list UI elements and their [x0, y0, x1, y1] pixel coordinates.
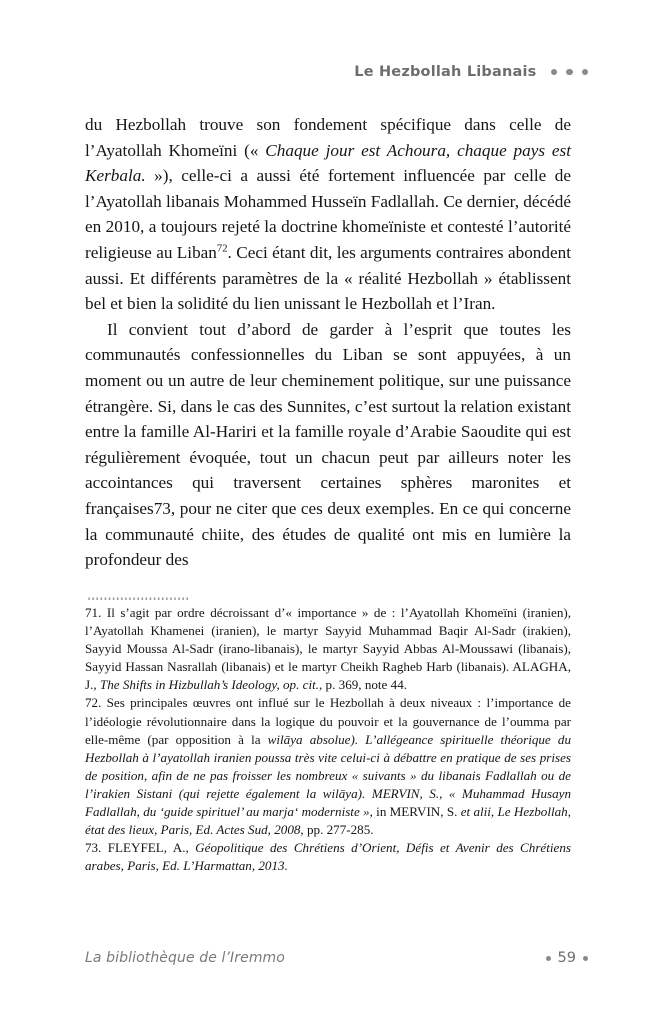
circle-icon [582, 69, 589, 76]
footnote-71-run-1: 71. Il s’agit par ordre décroissant d’« importance » de : l’Ayatollah Khomeïni (iranien), l’Ayatollah Khamenei (iranien), le martyr Sayyid Muhammad Baqir Al-Sadr (irakien), Sayyid Moussa Al-Sadr (irano-libanais), le martyr Sayyid Abbas Al-Moussawi (libanais), Sayyid Hassan Nasrallah (libanais) et le martyr Cheikh Ragheb Harb (libanais). ALAGHA, J., [85, 605, 571, 693]
paragraph-1-quote: Chaque jour est Achoura, chaque pays est Kerbala. [85, 140, 571, 186]
footnote-71-italic-1: The Shifts in Hizbullah’s Ideology, op. cit. [99, 677, 319, 693]
paragraph-1-run-3: . Ceci étant dit, les arguments contraires abondent aussi. Et différents paramètres de la « réalité Hezbollah » établissent bel et bien la solidité du lien unissant le Hezbollah et l’Iran. [85, 242, 571, 314]
footnote-72 [85, 694, 571, 839]
paragraph-1-run-1: du Hezbollah trouve son fondement spécifique dans celle de l’Ayatollah Khomeïni (« [85, 115, 571, 160]
footnote-73-run-1: 73. FLEYFEL, A., [85, 840, 196, 856]
footnote-71-run-2: , p. 369, note 44. [319, 677, 408, 693]
footnote-73-italic-1: Géopolitique des Chrétiens d’Orient, Défis et Avenir des Chrétiens arabes, Paris, Ed. L’Harmattan, 2013. [85, 840, 571, 874]
footnote-72-run-2: in MERVIN, S. [372, 804, 461, 820]
header-dot-ornament [551, 69, 589, 76]
footnote-72-italic-3: et alii, Le Hezbollah, état des lieux, Paris, Ed. Actes Sud, 2008 [85, 804, 571, 838]
body-text [85, 112, 571, 573]
footnote-72-italic-1: wilāya absolue). [267, 731, 359, 747]
footnote-reference-72: 72 [216, 243, 228, 255]
paragraph-1-run-2: »), celle-ci a aussi été fortement influencée par celle de l’Ayatollah libanais Mohammed Husseïn Fadlallah. Ce dernier, décédé en 2010, a toujours rejeté la doctrine khomeïniste et contesté l’autorité religieuse au Liban [85, 166, 571, 262]
footnote-72-run-3: , pp. 277-285. [300, 822, 374, 838]
circle-icon [583, 956, 588, 961]
circle-icon [551, 69, 558, 76]
footnotes-section [85, 592, 571, 875]
page-number: 59 [557, 950, 576, 966]
footnote-separator [87, 592, 189, 600]
footnote-72-run-1: 72. Ses principales œuvres ont influé sur le Hezbollah à deux niveaux : l’importance de l’idéologie révolutionnaire dans la logique du pouvoir et la gouvernance de l’oumma par elle-même (par opposition à la [85, 695, 571, 747]
paragraph-1 [85, 112, 571, 317]
collection-title: La bibliothèque de l’Iremmo [85, 950, 285, 966]
circle-icon [566, 69, 573, 76]
running-footer [85, 950, 588, 966]
circle-icon [546, 956, 551, 961]
footnote-73 [85, 839, 571, 875]
running-header-title: Le Hezbollah Libanais [354, 64, 537, 80]
footnote-71 [85, 604, 571, 694]
running-header [85, 64, 588, 80]
footnote-72-italic-2: L’allégeance spirituelle théorique du Hezbollah à l’ayatollah iranien poussa très vite celui-ci à débattre en pratique de ses prises de position, afin de ne pas froisser les nombreux « suivants » du libanais Fadlallah ou de l’irakien Sistani (qui rejette également la wilāya). MERVIN, S., « Muhammad Husayn Fadlallah, du ‘guide spirituel’ au marja‘ moderniste », [85, 731, 571, 820]
paragraph-2: Il convient tout d’abord de garder à l’esprit que toutes les communautés confessionnelles du Liban se sont appuyées, à un moment ou un autre de leur cheminement politique, sur une puissance étrangère. Si, dans le cas des Sunnites, c’est surtout la relation existant entre la famille Al-Hariri et la famille royale d’Arabie Saoudite qui est régulièrement évoquée, tout un chacun peut par ailleurs noter les accointances qui traversent certaines sphères maronites et françaises73, pour ne citer que ces deux exemples. En ce qui concerne la communauté chiite, des études de qualité ont mis en lumière la profondeur des [85, 319, 571, 570]
page-folio [546, 950, 588, 966]
